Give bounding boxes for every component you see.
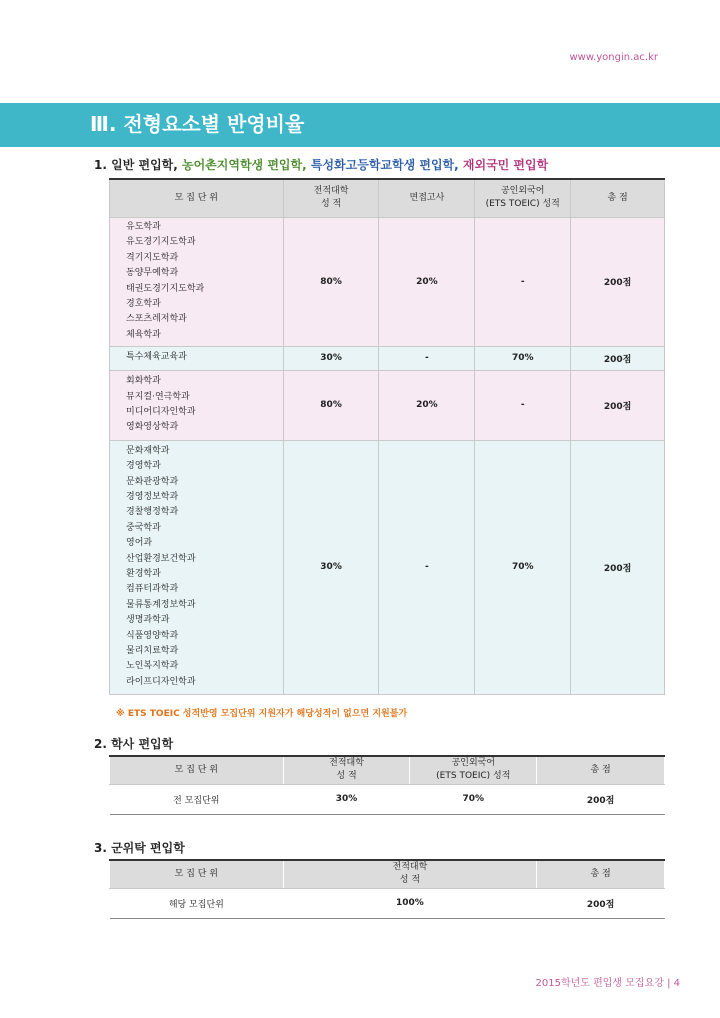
col-unit: 모 집 단 위 xyxy=(110,860,284,888)
dept-list: 문화재학과 경영학과 문화관광학과 경영정보학과 경찰행정학과 중국학과 영어과 산업환경보건학과 환경학과 컴퓨터과학과 물류통계정보학과 생명과학과 식품영양학과 물리치료학과 노인복지학과 라이프디자인학과 xyxy=(110,440,284,694)
cell-prev: 80% xyxy=(283,217,379,346)
col-prev: 전적대학 성 적 xyxy=(283,179,379,217)
col-interview: 면접고사 xyxy=(379,179,475,217)
cell-interview: 20% xyxy=(379,217,475,346)
cell-total: 200점 xyxy=(571,440,665,694)
col-total: 총 점 xyxy=(571,179,665,217)
toeic-note: ※ ETS TOEIC 성적반영 모집단위 지원자가 해당성적이 없으면 지원불가 xyxy=(116,709,408,719)
table-row xyxy=(110,346,665,370)
cell-total: 200점 xyxy=(537,888,665,918)
page-footer: 2015학년도 편입생 모집요강 | 4 xyxy=(535,978,680,989)
table-row xyxy=(110,888,665,918)
cell-prev: 30% xyxy=(283,784,410,814)
section1-title: 1. 일반 편입학, 농어촌지역학생 편입학, 특성화고등학교학생 편입학, 재외국민 편입학 xyxy=(94,158,549,172)
cell-unit: 해당 모집단위 xyxy=(110,888,284,918)
bachelor-transfer-table xyxy=(109,755,665,815)
col-prev: 전적대학 성 적 xyxy=(283,756,410,784)
cell-lang: - xyxy=(475,370,571,440)
cell-prev: 30% xyxy=(283,440,379,694)
site-url: www.yongin.ac.kr xyxy=(569,52,658,63)
cell-total: 200점 xyxy=(537,784,665,814)
col-unit: 모 집 단 위 xyxy=(110,179,284,217)
cell-interview: 20% xyxy=(379,370,475,440)
table-row xyxy=(110,440,665,694)
section3-title: 3. 군위탁 편입학 xyxy=(94,841,185,855)
col-total: 총 점 xyxy=(537,860,665,888)
cell-lang: 70% xyxy=(475,440,571,694)
cell-total: 200점 xyxy=(571,370,665,440)
page-title: Ⅲ. 전형요소별 반영비율 xyxy=(90,112,305,136)
col-unit: 모 집 단 위 xyxy=(110,756,284,784)
dept-list: 회화학과 뮤지컬·연극학과 미디어디자인학과 영화영상학과 xyxy=(110,370,284,440)
cell-total: 200점 xyxy=(571,217,665,346)
section2-title: 2. 학사 편입학 xyxy=(94,737,174,751)
cell-lang: 70% xyxy=(410,784,537,814)
cell-lang: 70% xyxy=(475,346,571,370)
col-lang: 공인외국어 (ETS TOEIC) 성적 xyxy=(475,179,571,217)
admission-ratio-table xyxy=(109,178,665,695)
dept-list: 유도학과 유도경기지도학과 격기지도학과 동양무예학과 태권도경기지도학과 경호학과 스포츠레저학과 체육학과 xyxy=(110,217,284,346)
cell-prev: 30% xyxy=(283,346,379,370)
cell-lang: - xyxy=(475,217,571,346)
cell-total: 200점 xyxy=(571,346,665,370)
col-prev: 전적대학 성 적 xyxy=(283,860,537,888)
cell-prev: 100% xyxy=(283,888,537,918)
cell-interview: - xyxy=(379,440,475,694)
military-transfer-table xyxy=(109,859,665,919)
table-row xyxy=(110,217,665,346)
table-row xyxy=(110,370,665,440)
col-lang: 공인외국어 (ETS TOEIC) 성적 xyxy=(410,756,537,784)
cell-interview: - xyxy=(379,346,475,370)
cell-prev: 80% xyxy=(283,370,379,440)
dept-list: 특수체육교육과 xyxy=(110,346,284,370)
cell-unit: 전 모집단위 xyxy=(110,784,284,814)
col-total: 총 점 xyxy=(537,756,665,784)
table-row xyxy=(110,784,665,814)
